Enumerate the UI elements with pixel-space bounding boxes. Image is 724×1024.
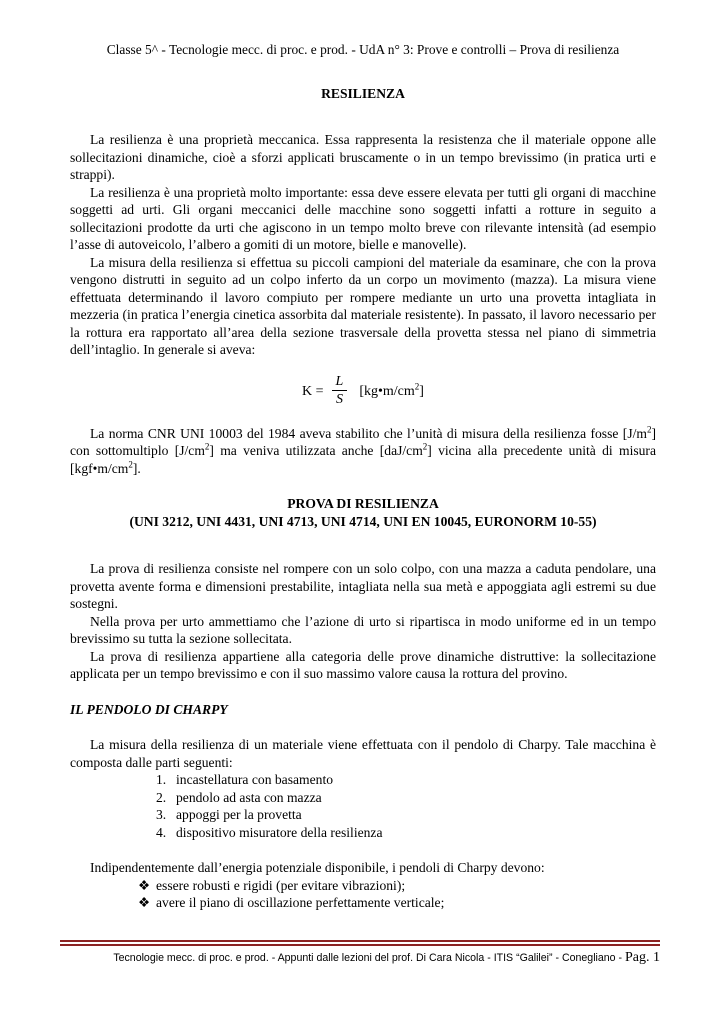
bullet-icon: ❖: [138, 895, 151, 910]
intro-paragraph-3: La misura della resilienza si effettua su piccoli campioni del materiale da esaminare, che con la prova vengono distrutti in seguito ad un colpo inferto da un corpo un movimento (mazza). La misura viene effettuata determinando il lavoro compiuto per rompere mediante un urto una provetta intagliata in mezzeria (in pratica l’energia cinetica assorbita dal materiale resistente). In passato, il lavoro necessario per la rottura era rapportato all’area della sezione trasversale della provetta stessa nel piano di simmetria dell’intaglio. In generale si aveva:: [70, 254, 656, 357]
norm-exp-2: 2: [204, 441, 210, 452]
list-text: essere robusti e rigidi (per evitare vibrazioni);: [156, 877, 406, 893]
footer-divider-top: [60, 940, 660, 942]
list-item: [138, 877, 656, 895]
formula-denominator: S: [335, 392, 343, 407]
page-number: Pag. 1: [625, 950, 660, 965]
norm-paragraph: [70, 425, 656, 478]
list-number: 4.: [156, 824, 167, 840]
list-item: [138, 894, 656, 912]
list-text: incastellatura con basamento: [176, 772, 334, 787]
list-text: pendolo ad asta con mazza: [176, 789, 322, 805]
list-item: [156, 771, 656, 789]
list-number: 3.: [156, 807, 167, 822]
intro-paragraph-1: La resilienza è una proprietà meccanica. Essa rappresenta la resistenza che il materiale oppone alle sollecitazioni dinamiche, cioè a sforzi applicati bruscamente o in un tempo brevissimo (in pratica urti e strappi).: [70, 132, 656, 182]
formula-numerator: L: [332, 374, 348, 391]
charpy-paragraph-1: La misura della resilienza di un materiale viene effettuata con il pendolo di Charpy. Tale macchina è composta dalle parti seguenti:: [70, 737, 656, 770]
list-number: 2.: [156, 789, 167, 805]
intro-paragraph-2: La resilienza è una proprietà molto importante: essa deve essere elevata per tutti gli organi di macchine soggetti ad urti. Gli organi meccanici delle macchine sono soggetti infatti a rotture in seguito a sollecitazioni prodotte da urti che agiscono in un tempo molto breve con rilevante intensità (ad esempio l’asse di autoveicolo, l’albero a gomiti di un motore, bielle e manovelle).: [70, 184, 656, 252]
norm-text-1: La norma CNR UNI 10003 del 1984 aveva stabilito che l’unità di misura della resilienza fosse [J/m: [90, 425, 647, 441]
norm-exp-4: 2: [128, 458, 133, 469]
charpy-paragraph-2: Indipendentemente dall’energia potenziale disponibile, i pendoli di Charpy devono:: [90, 860, 545, 875]
footer-divider-bottom: [60, 944, 660, 946]
formula-fraction: [332, 374, 348, 409]
norm-exp-1: 2: [646, 423, 652, 434]
section-subtitle-standards: (UNI 3212, UNI 4431, UNI 4713, UNI 4714, UNI EN 10045, EURONORM 10-55): [129, 513, 597, 529]
list-item: [156, 789, 656, 807]
document-body: [70, 131, 656, 912]
norm-text-3: ] ma veniva utilizzata anche [daJ/cm: [209, 443, 423, 458]
charpy-requirements-list: [70, 877, 656, 912]
list-item: [156, 806, 656, 824]
list-text: appoggi per la provetta: [176, 807, 302, 822]
resilience-formula: [70, 369, 656, 415]
list-text: avere il piano di oscillazione perfettamente verticale;: [156, 895, 445, 910]
section-title-charpy: IL PENDOLO DI CHARPY: [70, 701, 228, 717]
formula-unit-close: ]: [419, 383, 424, 399]
prova-paragraph-2: Nella prova per urto ammettiamo che l’azione di urto si ripartisca in modo uniforme ed in un tempo brevissimo su tutta la sezione sollecitata.: [70, 613, 656, 646]
page-title: RESILIENZA: [321, 86, 405, 101]
page-header: Classe 5^ - Tecnologie mecc. di proc. e prod. - UdA n° 3: Prove e controlli – Prova di resilienza: [106, 42, 620, 57]
prova-paragraph-1: La prova di resilienza consiste nel rompere con un solo colpo, con una mazza a caduta pendolare, una provetta avente forma e dimensioni prestabilite, intagliata nella sua metà e appoggiata agli estremi su due sostegni.: [70, 561, 656, 611]
page-footer: [60, 950, 660, 966]
list-item: [156, 824, 656, 842]
norm-exp-3: 2: [422, 441, 428, 452]
section-title-prova: PROVA DI RESILIENZA: [287, 496, 439, 511]
charpy-parts-list: [70, 771, 656, 841]
prova-paragraph-3: La prova di resilienza appartiene alla categoria delle prove dinamiche distruttive: la sollecitazione applicata per un tempo brevissimo e con il suo massimo valore causa la rottura del provino.: [70, 648, 656, 681]
norm-text-2: ] con sottomultiplo [J/cm: [70, 425, 656, 458]
list-number: 1.: [156, 772, 167, 787]
formula-lhs: K =: [302, 383, 324, 399]
formula-unit: [359, 383, 424, 401]
footer-text: Tecnologie mecc. di proc. e prod. - Appunti dalle lezioni del prof. Di Cara Nicola - ITIS “Galilei” - Conegliano -: [113, 952, 625, 964]
norm-text-5: ].: [132, 460, 141, 476]
norm-text-4: ] vicina alla precedente unità di misura [kgf•m/cm: [70, 443, 656, 476]
formula-unit-exponent: 2: [414, 381, 420, 392]
bullet-icon: ❖: [138, 877, 151, 893]
formula-unit-base: [kg•m/cm: [359, 383, 415, 399]
list-text: dispositivo misuratore della resilienza: [176, 824, 383, 840]
document-page: [70, 0, 656, 1024]
